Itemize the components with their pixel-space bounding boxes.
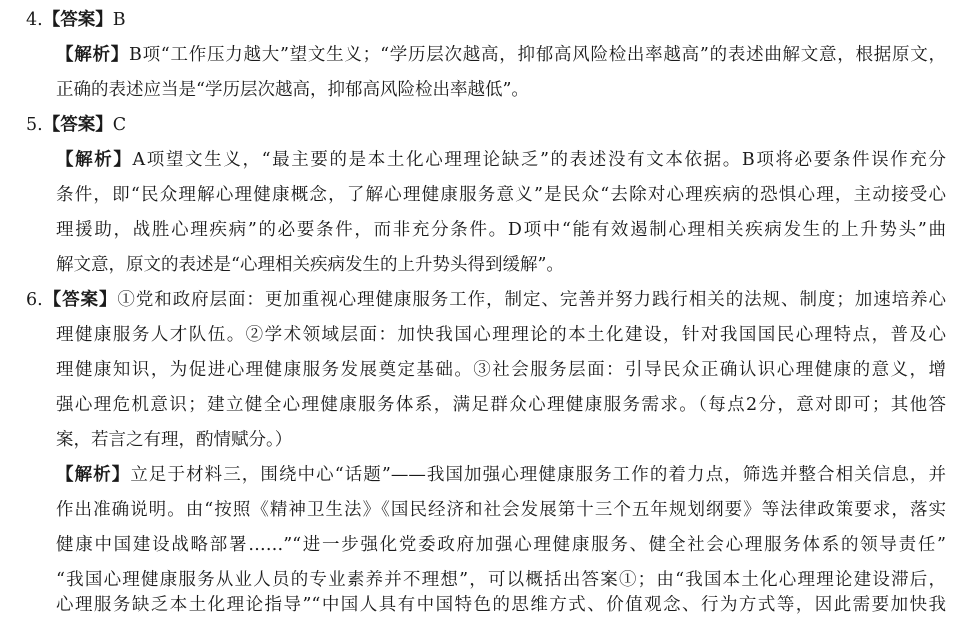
item-6-analysis-line-3: 健康中国建设战略部署……”“进一步强化党委政府加强心理健康服务、健全社会心理服务体系的领导责任” [56, 535, 946, 555]
item-6-answer-line-5: 案，若言之有理，酌情赋分。） [56, 430, 293, 450]
item-6-answer-line-2: 理健康服务人才队伍。②学术领域层面：加快我国心理理论的本土化建设，针对我国国民心理特点，普及心 [56, 325, 946, 345]
item-4-number: 4. [26, 10, 43, 30]
item-4-analysis-text-1: B项“工作压力越大”望文生义；“学历层次越高，抑郁高风险检出率越高”的表述曲解文意，根据原文， [128, 45, 946, 65]
item-6-answer-tag: 【答案】 [42, 290, 118, 310]
item-5-analysis-line-1 [56, 144, 946, 176]
item-4-answer-text: B [112, 10, 126, 30]
item-5-answer-text: C [112, 115, 127, 135]
item-6-analysis-text-1: 立足于材料三，围绕中心“话题”——我国加强心理健康服务工作的着力点，筛选并整合相关信息，并 [130, 465, 946, 485]
item-5-analysis-line-2: 条件，即“民众理解心理健康概念，了解心理健康服务意义”是民众“去除对心理疾病的恐惧心理，主动接受心 [56, 185, 946, 205]
item-5-answer-tag: 【答案】 [42, 115, 113, 135]
item-4-analysis-tag: 【解析】 [56, 45, 129, 65]
item-6-answer-line-4: 强心理危机意识；建立健全心理健康服务体系，满足群众心理健康服务需求。（每点2分，意对即可；其他答 [56, 395, 946, 415]
item-6-answer-line-3: 理健康知识，为促进心理健康服务发展奠定基础。③社会服务层面：引导民众正确认识心理健康的意义，增 [56, 360, 946, 380]
item-5-number: 5. [26, 115, 43, 135]
item-4-analysis-line-1 [56, 39, 946, 71]
item-4-answer-line [26, 4, 946, 36]
item-4-answer-tag: 【答案】 [42, 10, 113, 30]
item-6-analysis-line-1 [56, 459, 946, 491]
item-6-analysis-line-4: “我国心理健康服务从业人员的专业素养并不理想”，可以概括出答案①；由“我国本土化心理理论建设滞后， [56, 570, 946, 590]
item-6-analysis-line-2: 作出准确说明。由“按照《精神卫生法》《国民经济和社会发展第十三个五年规划纲要》等法律政策要求，落实 [56, 500, 946, 520]
item-5-analysis-line-4: 解文意，原文的表述是“心理相关疾病发生的上升势头得到缓解”。 [56, 255, 564, 275]
item-5-analysis-tag: 【解析】 [56, 150, 133, 170]
item-5-analysis-text-1: A项望文生义，“最主要的是本土化心理理论缺乏”的表述没有文本依据。B项将必要条件误作充分 [132, 150, 946, 170]
item-6-answer-text-1: ①党和政府层面：更加重视心理健康服务工作，制定、完善并努力践行相关的法规、制度；加速培养心 [117, 290, 946, 310]
item-5-analysis-line-3: 理援助，战胜心理疾病”的必要条件，而非充分条件。D项中“能有效遏制心理相关疾病发生的上升势头”曲 [56, 220, 946, 240]
item-6-answer-line-1 [26, 284, 946, 316]
item-6-analysis-line-5: 心理服务缺乏本土化理论指导”“中国人具有中国特色的思维方式、价值观念、行为方式等，因此需要加快我 [56, 595, 946, 615]
item-6-number: 6. [26, 290, 43, 310]
item-4-analysis-line-2: 正确的表述应当是“学历层次越高，抑郁高风险检出率越低”。 [56, 80, 529, 100]
item-6-analysis-tag: 【解析】 [56, 465, 131, 485]
item-5-answer-line [26, 109, 946, 141]
